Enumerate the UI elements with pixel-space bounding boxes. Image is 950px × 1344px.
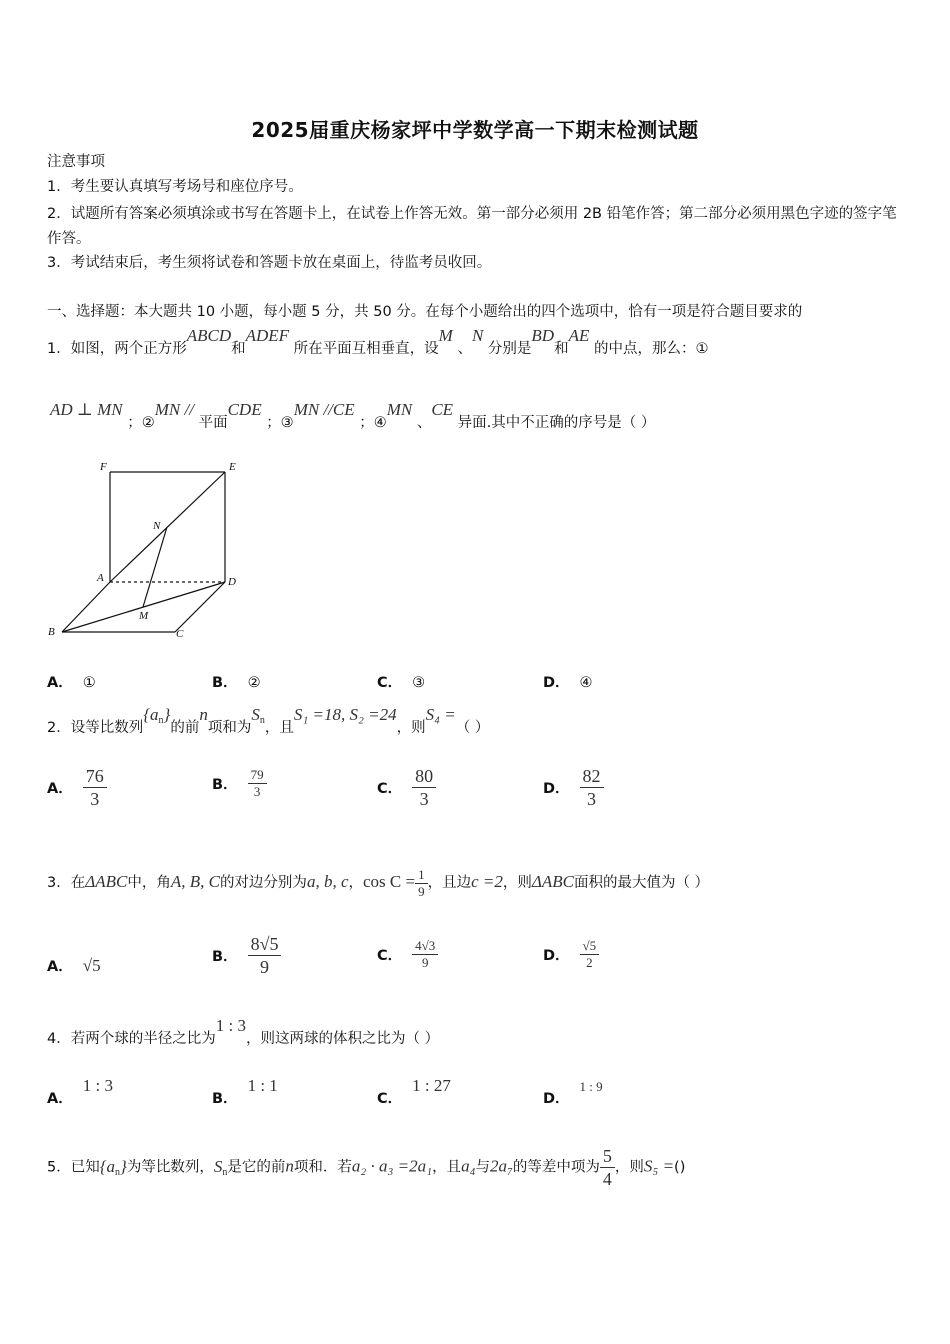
q4-option-d[interactable]: D．1 : 9 bbox=[543, 1079, 603, 1107]
q3-text: 面积的最大值为（ ） bbox=[573, 875, 710, 891]
q1-text: 的中点，那么：① bbox=[593, 341, 709, 357]
q5-frac-den: 4 bbox=[602, 1169, 612, 1189]
q5-text: 5．已知 bbox=[47, 1159, 100, 1176]
q2-text: （ ） bbox=[455, 720, 490, 736]
q2-text: ，且 bbox=[264, 720, 294, 736]
q3-triangle: ΔABC bbox=[531, 872, 574, 891]
q1-text: 所在平面互相垂直，设 bbox=[293, 341, 439, 357]
q1-text: 1．如图，两个正方形 bbox=[47, 341, 187, 357]
q3-option-a[interactable]: A． √5 bbox=[47, 956, 101, 975]
q1-option-a[interactable]: A． ① bbox=[47, 675, 96, 691]
q2-option-b[interactable]: B． $\frac{79}{3}$ bbox=[212, 767, 267, 800]
notice-item-2: 2．试题所有答案必须填涂或书写在答题卡上，在试卷上作答无效。第一部分必须用 2B 铅笔作答；第二部分必须用黑色字迹的签字笔作答。 bbox=[47, 206, 897, 247]
q3-option-d[interactable]: D． $\frac{√5}{2}$ bbox=[543, 938, 599, 971]
question-1-line-2 bbox=[50, 400, 656, 433]
notice-item-3: 3．考试结束后，考生须将试卷和答题卡放在桌面上，待监考员收回。 bbox=[47, 255, 492, 271]
q4-option-a[interactable]: A．1 : 3 bbox=[47, 1076, 113, 1107]
q5-sequence: $\{a_n\}$ bbox=[99, 1156, 127, 1178]
q1-math-n: N bbox=[471, 326, 484, 345]
q1-text: ；④ bbox=[359, 415, 387, 431]
q3-triangle: ΔABC bbox=[85, 872, 128, 891]
figure-label-e: E bbox=[229, 461, 236, 473]
q1-math-abcd: ABCD bbox=[186, 326, 232, 345]
q4-text: 4．若两个球的半径之比为 bbox=[47, 1031, 216, 1047]
q1-text: ；③ bbox=[266, 415, 294, 431]
q1-statement-3: MN //CE bbox=[293, 400, 355, 419]
q1-statement-2: MN // bbox=[154, 400, 194, 419]
section-heading: 一、选择题：本大题共 10 小题，每小题 5 分，共 50 分。在每个小题给出的四个选项中，恰有一项是符合题目要求的 bbox=[47, 304, 803, 320]
q3-cos-num: 1 bbox=[415, 867, 428, 884]
q3-side-c: c =2 bbox=[471, 872, 503, 891]
notice-heading: 注意事项 bbox=[47, 154, 105, 170]
question-2 bbox=[47, 705, 490, 743]
q5-text: ，则 bbox=[614, 1159, 644, 1176]
q1-text: 、 bbox=[416, 415, 432, 431]
q1-text: 平面 bbox=[198, 415, 228, 431]
q3-option-c[interactable]: C． $\frac{4√3}{9}$ bbox=[377, 938, 438, 971]
q1-geometry-figure bbox=[45, 455, 255, 645]
question-5 bbox=[47, 1145, 685, 1193]
notice-item-1: 1．考生要认真填写考场号和座位序号。 bbox=[47, 179, 303, 195]
q1-option-c[interactable]: C． ③ bbox=[377, 675, 426, 691]
q5-frac-num: 5 bbox=[600, 1145, 615, 1168]
q2-text: 2．设等比数列 bbox=[47, 720, 144, 736]
question-4 bbox=[47, 1016, 440, 1049]
figure-label-a: A bbox=[97, 572, 104, 584]
q5-text: 与 bbox=[475, 1159, 490, 1176]
figure-label-n: N bbox=[153, 520, 161, 532]
q5-target: S₅ = bbox=[643, 1156, 675, 1176]
q2-target: S₄ = bbox=[425, 705, 456, 724]
q5-sum: $S_n$ bbox=[213, 1156, 228, 1178]
q2-option-d[interactable]: D． $\frac{82}{3}$ bbox=[543, 765, 604, 810]
q5-text: 的等差中项为 bbox=[512, 1159, 600, 1176]
q3-text: 的对边分别为 bbox=[219, 875, 307, 891]
q1-text: 和 bbox=[554, 341, 569, 357]
q1-option-d[interactable]: D． ④ bbox=[543, 675, 593, 691]
q5-text: 是它的前 bbox=[227, 1159, 286, 1176]
figure-label-m: M bbox=[139, 610, 149, 622]
q2-option-a[interactable]: A． $\frac{76}{3}$ bbox=[47, 765, 107, 810]
q1-math-ae: AE bbox=[568, 326, 590, 345]
q1-math-m: M bbox=[438, 326, 453, 345]
q1-math-adef: ADEF bbox=[245, 326, 290, 345]
q3-angles: A, B, C bbox=[170, 872, 220, 891]
q1-math-mn: MN bbox=[386, 400, 413, 419]
q1-math-ce: CE bbox=[431, 400, 454, 419]
q1-text: 、 bbox=[457, 341, 472, 357]
q3-text: 3．在 bbox=[47, 875, 86, 891]
figure-label-c: C bbox=[176, 628, 184, 640]
q2-text: ，则 bbox=[396, 720, 426, 736]
q2-sequence: $\{a_n\}$ bbox=[143, 705, 171, 726]
q1-math-cde: CDE bbox=[227, 400, 262, 419]
q3-sides: a, b, c bbox=[306, 872, 349, 891]
figure-label-d: D bbox=[228, 576, 236, 588]
q1-text: 和 bbox=[231, 341, 246, 357]
q3-cos: cos C = bbox=[362, 872, 416, 891]
q4-option-c[interactable]: C．1 : 27 bbox=[377, 1076, 451, 1107]
question-3 bbox=[47, 862, 709, 903]
q5-condition: a₂ · a₃ =2a₁ bbox=[351, 1156, 433, 1176]
q5-text: 项和．若 bbox=[293, 1159, 352, 1176]
q5-math-n: n bbox=[285, 1156, 294, 1176]
q3-text: 中，角 bbox=[127, 875, 171, 891]
q3-text: ，且边 bbox=[427, 875, 472, 891]
q5-text: ，且 bbox=[432, 1159, 462, 1176]
q4-ratio: 1 : 3 bbox=[215, 1016, 246, 1035]
q5-2a7: 2a₇ bbox=[489, 1156, 513, 1176]
q2-math-n: n bbox=[199, 705, 208, 724]
q1-text: 分别是 bbox=[487, 341, 532, 357]
q4-option-b[interactable]: B．1 : 1 bbox=[212, 1076, 278, 1107]
q3-option-b[interactable]: B． $\frac{8√5}{9}$ bbox=[212, 933, 281, 978]
q2-text: 的前 bbox=[170, 720, 200, 736]
q3-cos-den: 9 bbox=[418, 883, 425, 899]
q5-text: () bbox=[674, 1159, 686, 1176]
q4-text: ，则这两球的体积之比为（ ） bbox=[245, 1031, 440, 1047]
page-title: 2025届重庆杨家坪中学数学高一下期末检测试题 bbox=[251, 118, 699, 142]
q1-statement-1: AD ⊥ MN bbox=[50, 400, 123, 419]
q2-option-c[interactable]: C． $\frac{80}{3}$ bbox=[377, 765, 436, 810]
q5-a4: a₄ bbox=[461, 1156, 476, 1176]
q1-math-bd: BD bbox=[531, 326, 555, 345]
q1-option-b[interactable]: B． ② bbox=[212, 675, 261, 691]
question-1-line-1 bbox=[47, 326, 709, 359]
q3-text: ， bbox=[348, 875, 363, 891]
q1-text: 异面.其中不正确的序号是（ ） bbox=[457, 415, 656, 431]
q3-text: ，则 bbox=[502, 875, 532, 891]
q2-text: 项和为 bbox=[207, 720, 252, 736]
q5-text: 为等比数列， bbox=[126, 1159, 214, 1176]
q2-condition: S₁ =18, S₂ =24 bbox=[293, 705, 397, 724]
figure-label-b: B bbox=[48, 626, 55, 638]
q1-text: ；② bbox=[127, 415, 155, 431]
figure-label-f: F bbox=[100, 461, 107, 473]
q2-sum: $S_n$ bbox=[251, 705, 265, 726]
